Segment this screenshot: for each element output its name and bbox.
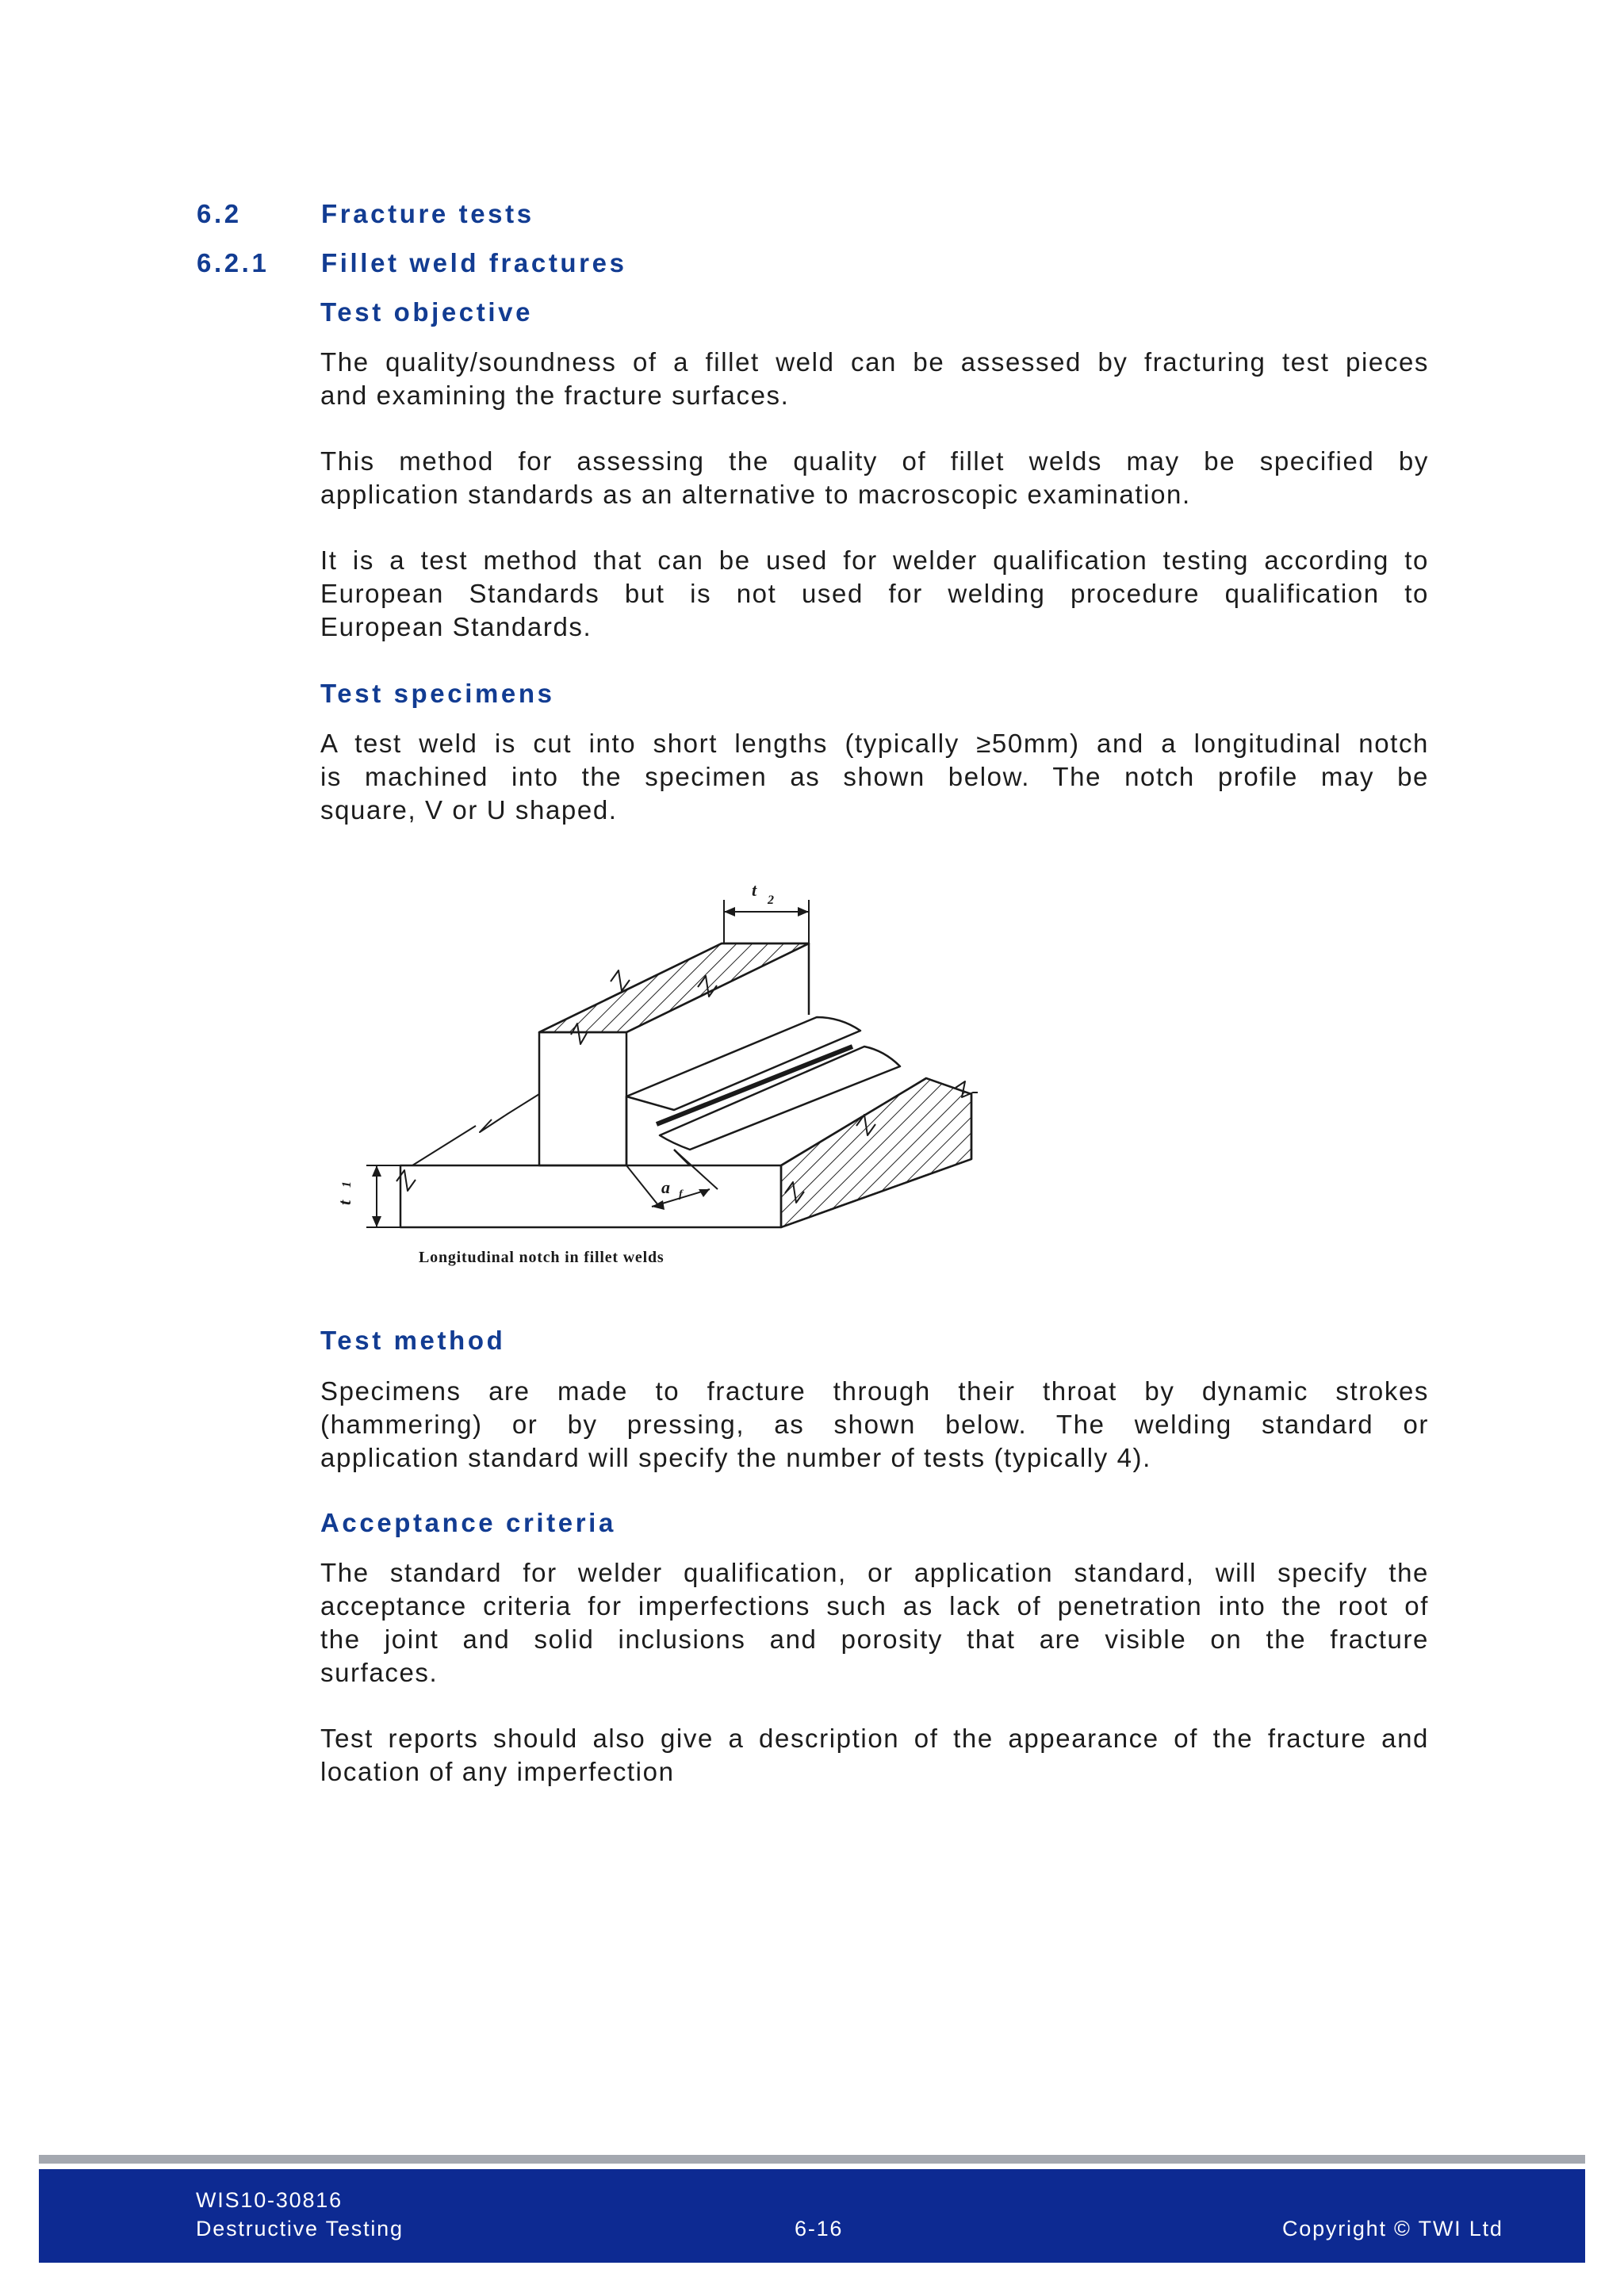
t1-subscript: 1: [340, 1181, 354, 1188]
text-line: the joint and solid inclusions and porosity that are visible on the fracture: [320, 1624, 1429, 1654]
subsection-number: 6.2.1: [197, 248, 270, 277]
footer-doc-title: Destructive Testing: [196, 2217, 404, 2241]
t1-label: t: [335, 1200, 354, 1205]
text-line: The quality/soundness of a fillet weld can be assessed by fracturing test pieces: [320, 347, 1429, 377]
t2-subscript: 2: [768, 894, 774, 907]
section-number: 6.2: [197, 199, 242, 228]
footer-page-number: 6-16: [795, 2217, 844, 2241]
section-title: Fracture tests: [321, 199, 534, 228]
text-line: and examining the fracture surfaces.: [320, 381, 790, 410]
text-line: location of any imperfection: [320, 1757, 675, 1786]
footer-rule: [39, 2155, 1585, 2164]
t2-label: t: [752, 880, 757, 900]
acceptance-criteria-paragraph-2: [320, 1722, 1429, 1789]
t2-dimension-line: [724, 900, 809, 943]
text-line: acceptance criteria for imperfections such as lack of penetration into the root of: [320, 1591, 1429, 1621]
text-line: application standard will specify the number of tests (typically 4).: [320, 1443, 1151, 1472]
text-line: application standards as an alternative to macroscopic examination.: [320, 480, 1191, 509]
text-line: Test reports should also give a description of the appearance of the fracture and: [320, 1724, 1429, 1753]
test-specimens-heading: Test specimens: [320, 679, 555, 708]
base-plate-outline: [400, 1165, 781, 1227]
t1-dimension-line: [366, 1165, 400, 1227]
subsection-title: Fillet weld fractures: [321, 248, 627, 277]
test-objective-paragraph-2: [320, 445, 1429, 511]
text-line: surfaces.: [320, 1658, 439, 1687]
text-line: square, V or U shaped.: [320, 795, 618, 825]
test-specimens-paragraph: [320, 727, 1429, 827]
text-line: European Standards but is not used for welding procedure qualification to: [320, 579, 1429, 608]
af-subscript: f: [679, 1188, 683, 1200]
notch-line: [657, 1047, 852, 1124]
footer-copyright: Copyright © TWI Ltd: [1282, 2217, 1503, 2241]
fillet-weld-notch-drawing: [317, 872, 999, 1284]
text-line: European Standards.: [320, 612, 592, 641]
web-top-face: [539, 943, 809, 1032]
text-line: A test weld is cut into short lengths (typically ≥50mm) and a longitudinal notch: [320, 729, 1429, 758]
section-heading: [197, 199, 534, 229]
text-line: This method for assessing the quality of fillet welds may be specified by: [320, 446, 1429, 476]
text-line: Specimens are made to fracture through their throat by dynamic strokes: [320, 1376, 1429, 1406]
acceptance-criteria-heading: Acceptance criteria: [320, 1508, 616, 1537]
footer-doc-code: WIS10-30816: [196, 2188, 343, 2212]
test-objective-paragraph-3: [320, 544, 1429, 644]
text-line: It is a test method that can be used for welder qualification testing according to: [320, 545, 1429, 575]
base-plate-end-face: [781, 1078, 971, 1227]
text-line: is machined into the specimen as shown below. The notch profile may be: [320, 762, 1429, 791]
test-objective-heading: Test objective: [320, 297, 534, 327]
text-line: The standard for welder qualification, or application standard, will specify the: [320, 1558, 1429, 1587]
test-method-paragraph: [320, 1375, 1429, 1475]
test-objective-paragraph-1: [320, 346, 1429, 412]
test-method-heading: Test method: [320, 1326, 506, 1355]
fillet-weld-notch-figure: [317, 872, 999, 1284]
af-label: a: [661, 1177, 670, 1197]
page-footer: [39, 2169, 1585, 2263]
acceptance-criteria-paragraph-1: [320, 1556, 1429, 1689]
af-dimension-line: [626, 1150, 718, 1207]
subsection-heading: [197, 248, 627, 278]
figure-caption: Longitudinal notch in fillet welds: [419, 1249, 665, 1266]
text-line: (hammering) or by pressing, as shown below. The welding standard or: [320, 1410, 1429, 1439]
web-plate-outline: [539, 1032, 626, 1165]
